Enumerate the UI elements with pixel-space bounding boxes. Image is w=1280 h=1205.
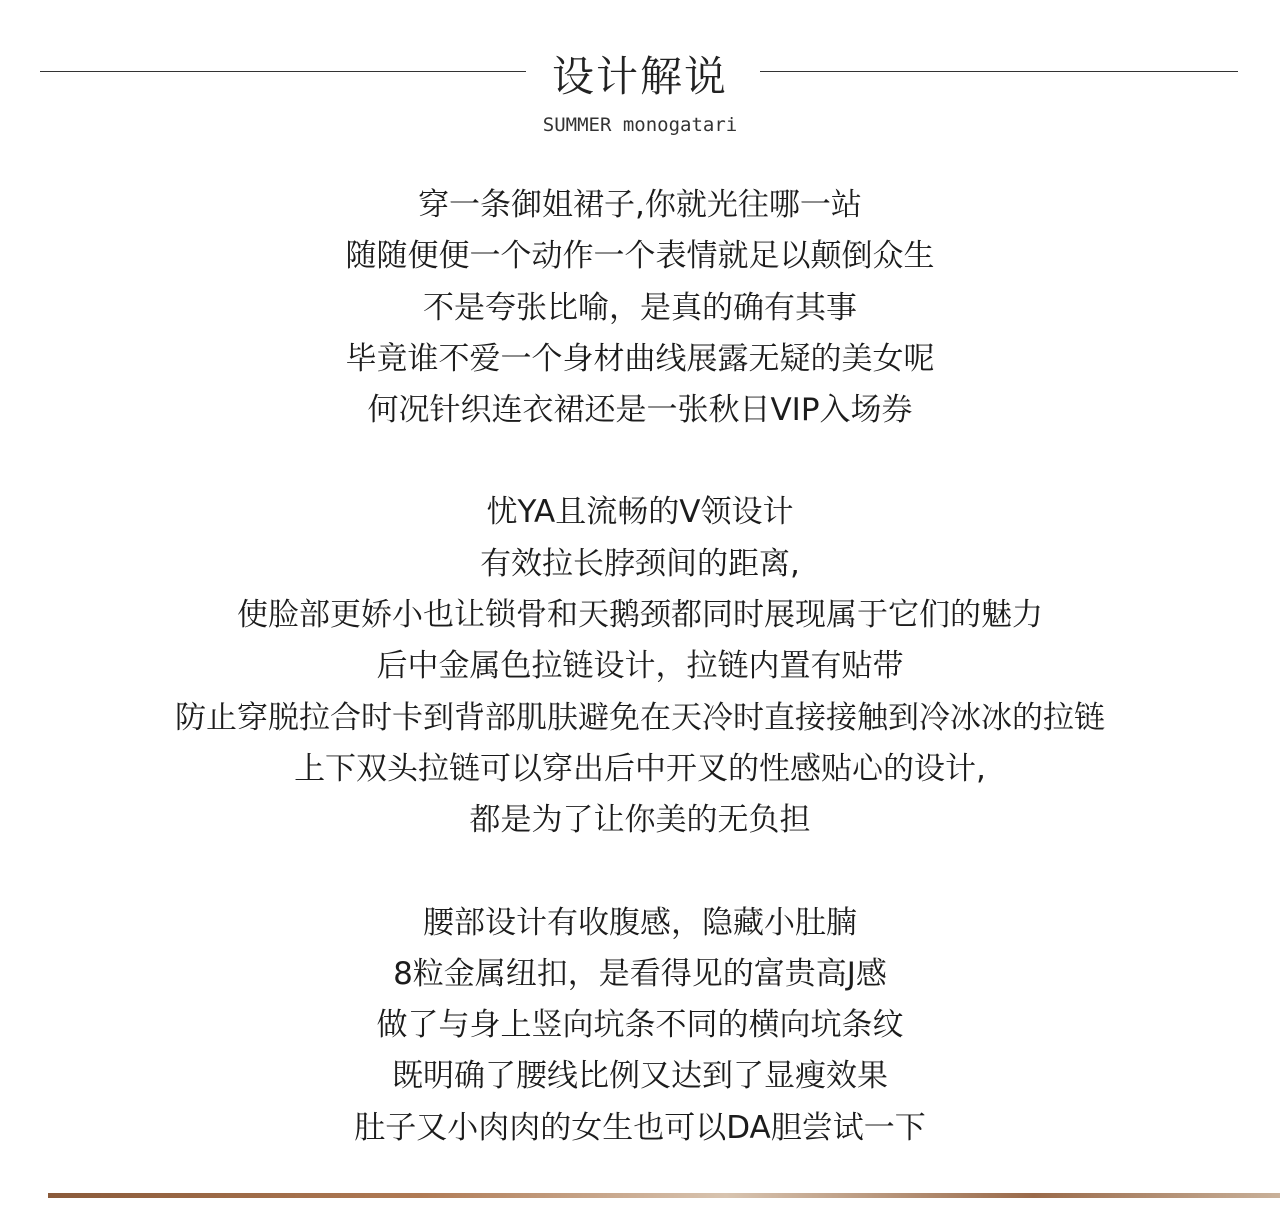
section-header	[0, 0, 1280, 150]
text-line: 腰部设计有收腹感，隐藏小肚腩	[423, 904, 857, 941]
text-line: 后中金属色拉链设计，拉链内置有贴带	[376, 648, 904, 685]
description-body	[0, 180, 1280, 1205]
section-subtitle: SUMMER monogatari	[542, 114, 738, 136]
section-title: 设计解说	[551, 52, 728, 101]
text-line: 上下双头拉链可以穿出后中开叉的性感贴心的设计,	[294, 750, 986, 787]
text-line: 做了与身上竖向坑条不同的横向坑条纹	[376, 1007, 904, 1044]
text-line: 8粒金属纽扣，是看得见的富贵高J感	[393, 955, 887, 992]
text-line: 有效拉长脖颈间的距离,	[480, 545, 800, 582]
text-line: 防止穿脱拉合时卡到背部肌肤避免在天冷时直接接触到冷冰冰的拉链	[175, 699, 1105, 736]
text-line: 随随便便一个动作一个表情就足以颠倒众生	[345, 238, 935, 275]
text-line: 不是夸张比喻，是真的确有其事	[423, 289, 857, 326]
paragraph-waist	[0, 898, 1280, 1154]
text-line: 毕竟谁不爱一个身材曲线展露无疑的美女呢	[345, 340, 935, 377]
text-line: 都是为了让你美的无负担	[469, 802, 811, 839]
paragraph-intro	[0, 180, 1280, 436]
text-line: 何况针织连衣裙还是一张秋日VIP入场券	[367, 392, 913, 429]
product-photo-edge	[48, 1193, 1280, 1198]
text-line: 既明确了腰线比例又达到了显瘦效果	[392, 1058, 888, 1095]
text-line: 使脸部更娇小也让锁骨和天鹅颈都同时展现属于它们的魅力	[237, 597, 1043, 634]
header-divider-right	[760, 71, 1238, 72]
paragraph-neckline-zipper	[0, 487, 1280, 846]
text-line: 忧YA且流畅的V领设计	[486, 494, 794, 531]
text-line: 穿一条御姐裙子,你就光往哪一站	[418, 187, 862, 223]
text-line: 肚子又小肉肉的女生也可以DA胆尝试一下	[354, 1109, 926, 1146]
